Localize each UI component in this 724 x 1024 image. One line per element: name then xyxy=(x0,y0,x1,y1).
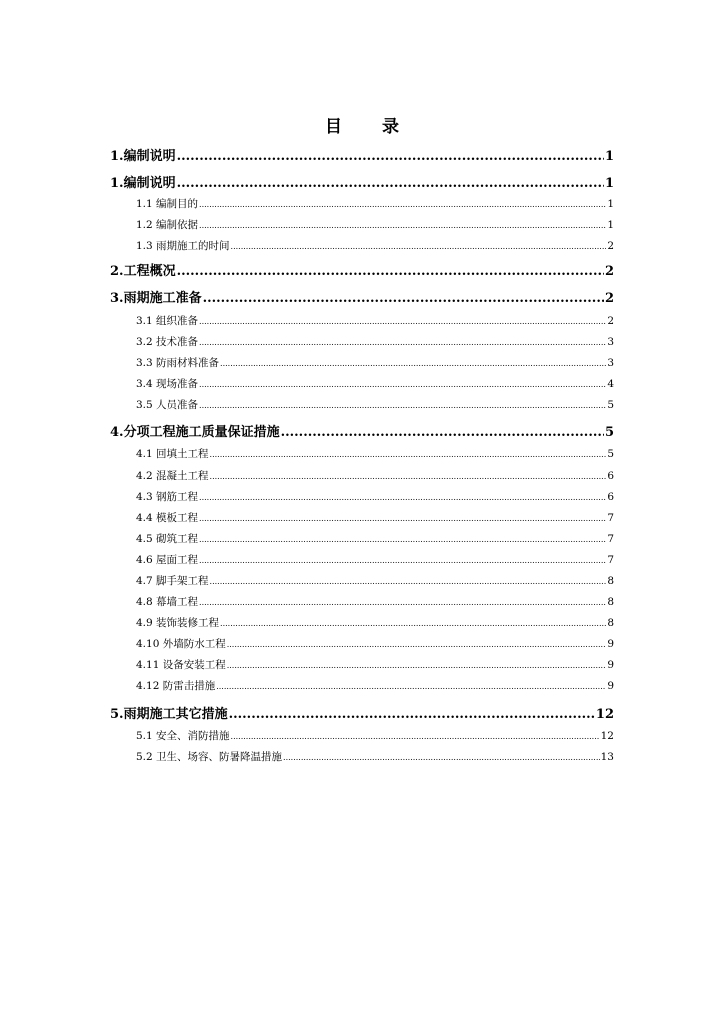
toc-page-number: 1 xyxy=(604,176,614,191)
toc-dot-leader xyxy=(199,554,606,566)
toc-subsection-entry[interactable] xyxy=(136,313,614,328)
toc-entry-label: 3.1 组织准备 xyxy=(136,315,199,327)
toc-subsection-entry[interactable] xyxy=(136,552,614,567)
toc-entry-label: 4.4 模板工程 xyxy=(136,512,199,524)
toc-page-number: 12 xyxy=(600,730,614,742)
toc-dot-leader xyxy=(199,533,606,545)
toc-page-number: 2 xyxy=(607,240,614,252)
toc-page-number: 5 xyxy=(607,448,614,460)
toc-entry-label: 1.3 雨期施工的时间 xyxy=(136,240,230,252)
toc-entry-label: 4.8 幕墙工程 xyxy=(136,596,199,608)
toc-entry-label: 4.分项工程施工质量保证措施 xyxy=(110,425,280,440)
toc-entry-label: 2.工程概况 xyxy=(110,264,176,279)
toc-entry-label: 5.2 卫生、场容、防暑降温措施 xyxy=(136,751,283,763)
toc-subsection-entry[interactable] xyxy=(136,334,614,349)
toc-page-number: 12 xyxy=(595,707,614,722)
toc-section-entry[interactable] xyxy=(110,145,614,164)
toc-subsection-entry[interactable] xyxy=(136,238,614,253)
toc-page-number: 13 xyxy=(600,751,614,763)
toc-dot-leader xyxy=(199,198,606,210)
toc-entry-label: 4.11 设备安装工程 xyxy=(136,659,226,671)
toc-subsection-entry[interactable] xyxy=(136,468,614,483)
toc-subsection-entry[interactable] xyxy=(136,636,614,651)
toc-page-number: 2 xyxy=(604,264,614,279)
toc-dot-leader xyxy=(229,707,595,722)
toc-entry-label: 3.雨期施工准备 xyxy=(110,291,202,306)
toc-page-number: 1 xyxy=(607,198,614,210)
toc-subsection-entry[interactable] xyxy=(136,376,614,391)
toc-entry-label: 3.2 技术准备 xyxy=(136,336,199,348)
toc-page-number: 3 xyxy=(607,357,614,369)
toc-subsection-entry[interactable] xyxy=(136,489,614,504)
toc-dot-leader xyxy=(210,448,607,460)
toc-entry-label: 1.2 编制依据 xyxy=(136,219,199,231)
toc-entry-label: 4.9 装饰装修工程 xyxy=(136,617,220,629)
toc-dot-leader xyxy=(177,264,604,279)
toc-page-number: 2 xyxy=(607,315,614,327)
toc-dot-leader xyxy=(227,659,607,671)
page-title-char-1: 目 xyxy=(325,117,342,137)
toc-subsection-entry[interactable] xyxy=(136,573,614,588)
toc-page-number: 8 xyxy=(607,596,614,608)
toc-subsection-entry[interactable] xyxy=(136,531,614,546)
toc-dot-leader xyxy=(199,596,606,608)
toc-subsection-entry[interactable] xyxy=(136,615,614,630)
toc-subsection-entry[interactable] xyxy=(136,355,614,370)
toc-dot-leader xyxy=(220,357,606,369)
toc-subsection-entry[interactable] xyxy=(136,217,614,232)
toc-dot-leader xyxy=(199,399,606,411)
toc-page-number: 4 xyxy=(607,378,614,390)
page-title-char-2: 录 xyxy=(382,117,399,137)
toc-entry-label: 4.3 钢筋工程 xyxy=(136,491,199,503)
toc-subsection-entry[interactable] xyxy=(136,397,614,412)
toc-page-number: 7 xyxy=(607,554,614,566)
toc-subsection-entry[interactable] xyxy=(136,510,614,525)
toc-page-number: 8 xyxy=(607,617,614,629)
toc-dot-leader xyxy=(210,470,607,482)
toc-dot-leader xyxy=(227,638,607,650)
toc-page-number: 6 xyxy=(607,470,614,482)
toc-dot-leader xyxy=(283,751,600,763)
toc-entry-label: 1.1 编制目的 xyxy=(136,198,199,210)
toc-page-number: 7 xyxy=(607,512,614,524)
toc-entry-label: 3.3 防雨材料准备 xyxy=(136,357,220,369)
toc-page-number: 9 xyxy=(607,680,614,692)
toc-section-entry[interactable] xyxy=(110,421,614,440)
toc-page-number: 7 xyxy=(607,533,614,545)
toc-entry-label: 1.编制说明 xyxy=(110,176,176,191)
toc-subsection-entry[interactable] xyxy=(136,728,614,743)
toc-entry-label: 3.4 现场准备 xyxy=(136,378,199,390)
toc-section-entry[interactable] xyxy=(110,172,614,191)
toc-dot-leader xyxy=(199,315,606,327)
toc-page-number: 2 xyxy=(604,291,614,306)
toc-page-number: 5 xyxy=(607,399,614,411)
toc-dot-leader xyxy=(220,617,606,629)
toc-page-number: 1 xyxy=(607,219,614,231)
toc-entry-label: 4.2 混凝土工程 xyxy=(136,470,209,482)
toc-dot-leader xyxy=(199,491,606,503)
toc-dot-leader xyxy=(177,176,604,191)
toc-entry-label: 4.7 脚手架工程 xyxy=(136,575,209,587)
toc-dot-leader xyxy=(199,336,606,348)
toc-dot-leader xyxy=(210,575,607,587)
page-title xyxy=(0,112,724,137)
toc-subsection-entry[interactable] xyxy=(136,678,614,693)
toc-entry-label: 5.雨期施工其它措施 xyxy=(110,707,228,722)
toc-page-number: 6 xyxy=(607,491,614,503)
toc-entry-label: 3.5 人员准备 xyxy=(136,399,199,411)
toc-subsection-entry[interactable] xyxy=(136,749,614,764)
toc-entry-label: 4.12 防雷击措施 xyxy=(136,680,216,692)
toc-page-number: 9 xyxy=(607,638,614,650)
toc-page-number: 1 xyxy=(604,149,614,164)
toc-entry-label: 5.1 安全、消防措施 xyxy=(136,730,230,742)
toc-dot-leader xyxy=(199,378,606,390)
toc-entry-label: 4.1 回填土工程 xyxy=(136,448,209,460)
toc-page-number: 5 xyxy=(604,425,614,440)
toc-dot-leader xyxy=(216,680,606,692)
toc-dot-leader xyxy=(177,149,604,164)
toc-section-entry[interactable] xyxy=(110,703,614,722)
toc-entry-label: 1.编制说明 xyxy=(110,149,176,164)
toc-page-number: 9 xyxy=(607,659,614,671)
toc-page-number: 3 xyxy=(607,336,614,348)
toc-subsection-entry[interactable] xyxy=(136,196,614,211)
toc-dot-leader xyxy=(199,219,606,231)
toc-entry-label: 4.6 屋面工程 xyxy=(136,554,199,566)
toc-dot-leader xyxy=(203,291,604,306)
toc-subsection-entry[interactable] xyxy=(136,594,614,609)
toc-dot-leader xyxy=(231,240,607,252)
toc-subsection-entry[interactable] xyxy=(136,446,614,461)
toc-entry-label: 4.10 外墙防水工程 xyxy=(136,638,226,650)
toc-entry-label: 4.5 砌筑工程 xyxy=(136,533,199,545)
toc-section-entry[interactable] xyxy=(110,260,614,279)
toc-section-entry[interactable] xyxy=(110,287,614,306)
toc-dot-leader xyxy=(199,512,606,524)
toc-dot-leader xyxy=(231,730,600,742)
toc-dot-leader xyxy=(281,425,604,440)
toc-subsection-entry[interactable] xyxy=(136,657,614,672)
toc-page-number: 8 xyxy=(607,575,614,587)
